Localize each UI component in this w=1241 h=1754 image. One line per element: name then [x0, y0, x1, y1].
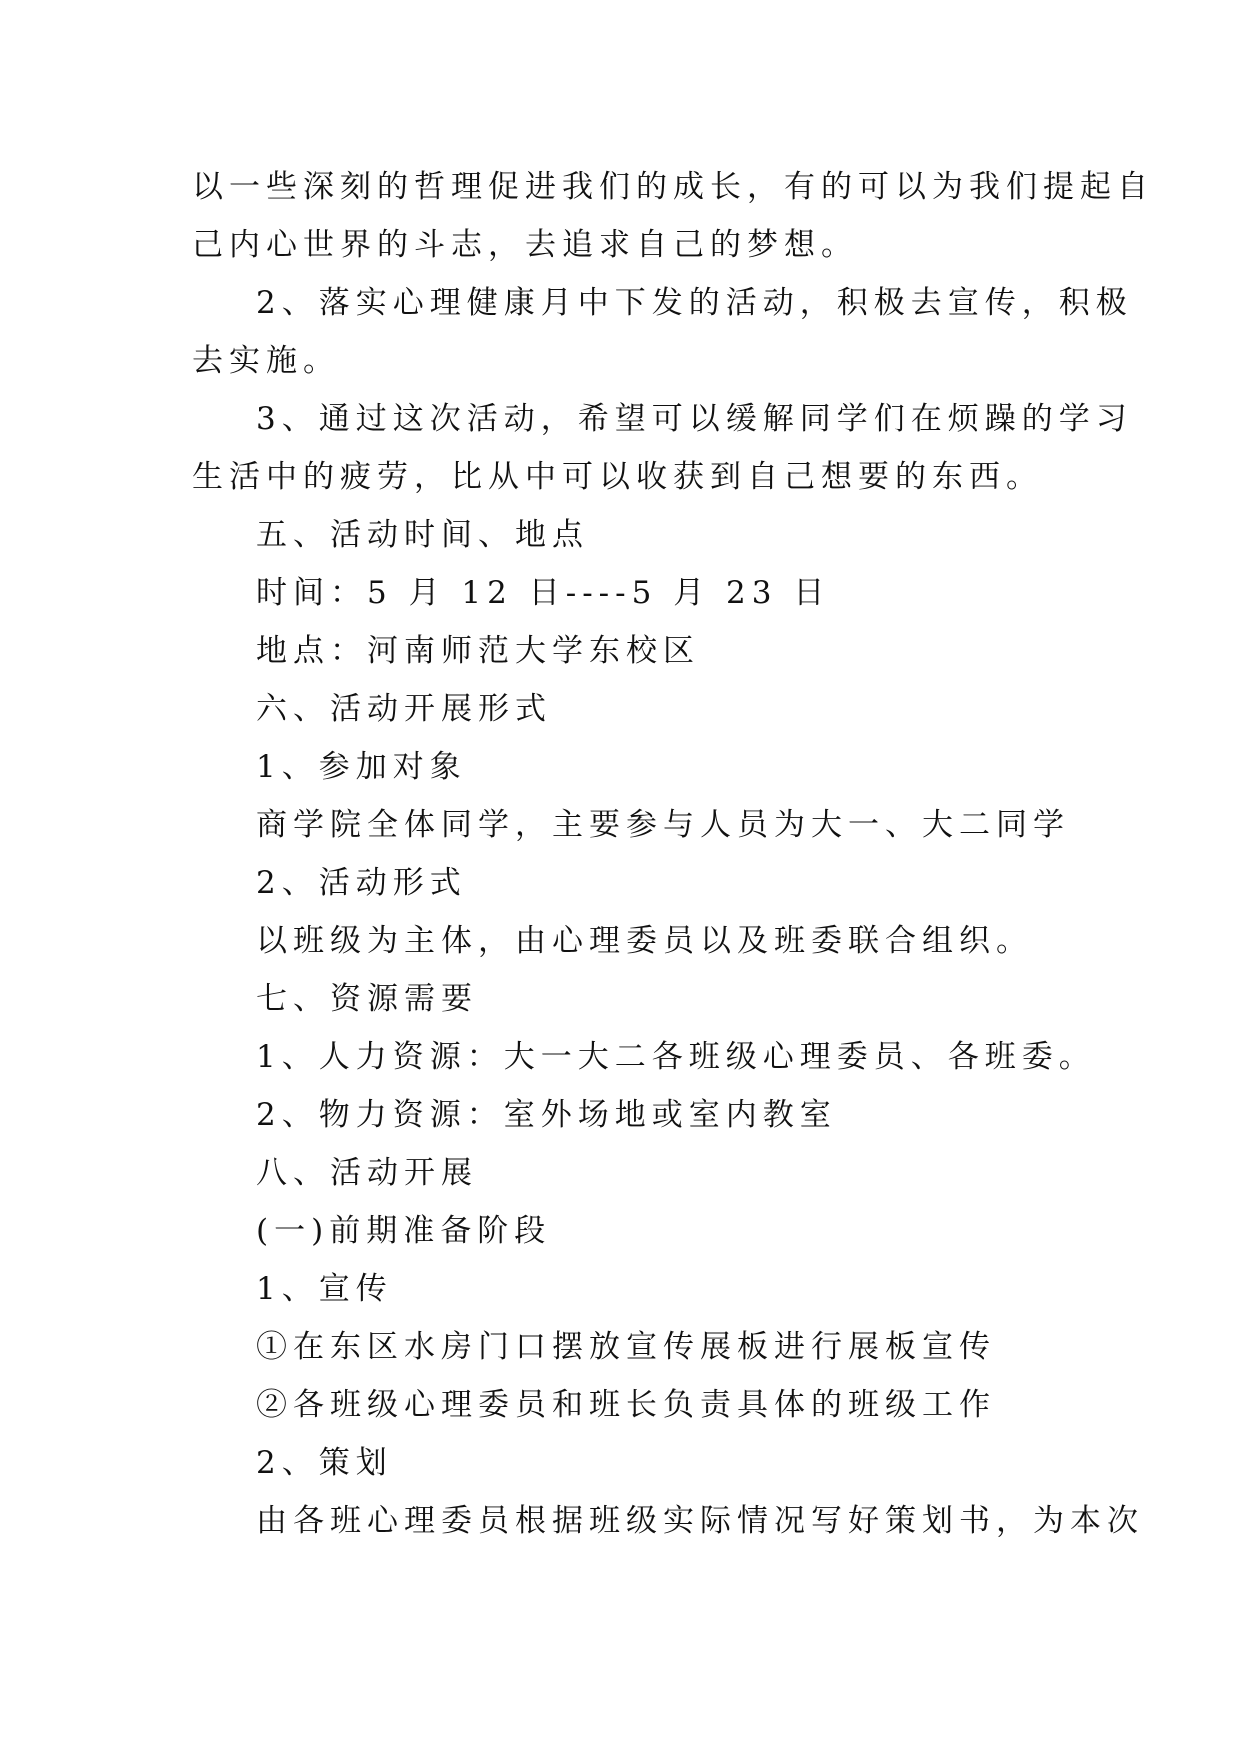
human-resources: 1、人力资源：大一大二各班级心理委员、各班委。 — [256, 1039, 1096, 1075]
body-text-line: 以一些深刻的哲理促进我们的成长，有的可以为我们提起自 — [192, 169, 1154, 205]
body-text-line: 去实施。 — [192, 343, 340, 379]
body-text-line: 生活中的疲劳，比从中可以收获到自己想要的东西。 — [192, 459, 1043, 495]
subheading-planning: 2、策划 — [256, 1445, 393, 1481]
participants-text: 商学院全体同学，主要参与人员为大一、大二同学 — [256, 807, 1070, 843]
section-heading-8: 八、活动开展 — [256, 1155, 478, 1191]
publicity-item-1: ①在东区水房门口摆放宣传展板进行展板宣传 — [256, 1329, 996, 1365]
activity-form-text: 以班级为主体，由心理委员以及班委联合组织。 — [256, 923, 1033, 959]
material-resources: 2、物力资源：室外场地或室内教室 — [256, 1097, 837, 1133]
publicity-item-2: ②各班级心理委员和班长负责具体的班级工作 — [256, 1387, 996, 1423]
section-heading-7: 七、资源需要 — [256, 981, 478, 1017]
subheading-publicity: 1、宣传 — [256, 1271, 393, 1307]
section-heading-5: 五、活动时间、地点 — [256, 517, 589, 553]
activity-time: 时间：5 月 12 日----5 月 23 日 — [256, 575, 831, 611]
body-text-line: 己内心世界的斗志，去追求自己的梦想。 — [192, 227, 858, 263]
activity-location: 地点：河南师范大学东校区 — [256, 633, 700, 669]
planning-text: 由各班心理委员根据班级实际情况写好策划书，为本次 — [256, 1503, 1144, 1539]
section-heading-6: 六、活动开展形式 — [256, 691, 552, 727]
phase-heading: (一)前期准备阶段 — [256, 1213, 552, 1249]
subheading-participants: 1、参加对象 — [256, 749, 467, 785]
list-item-2: 2、落实心理健康月中下发的活动，积极去宣传，积极 — [256, 285, 1133, 321]
list-item-3: 3、通过这次活动，希望可以缓解同学们在烦躁的学习 — [256, 401, 1133, 437]
subheading-activity-form: 2、活动形式 — [256, 865, 467, 901]
